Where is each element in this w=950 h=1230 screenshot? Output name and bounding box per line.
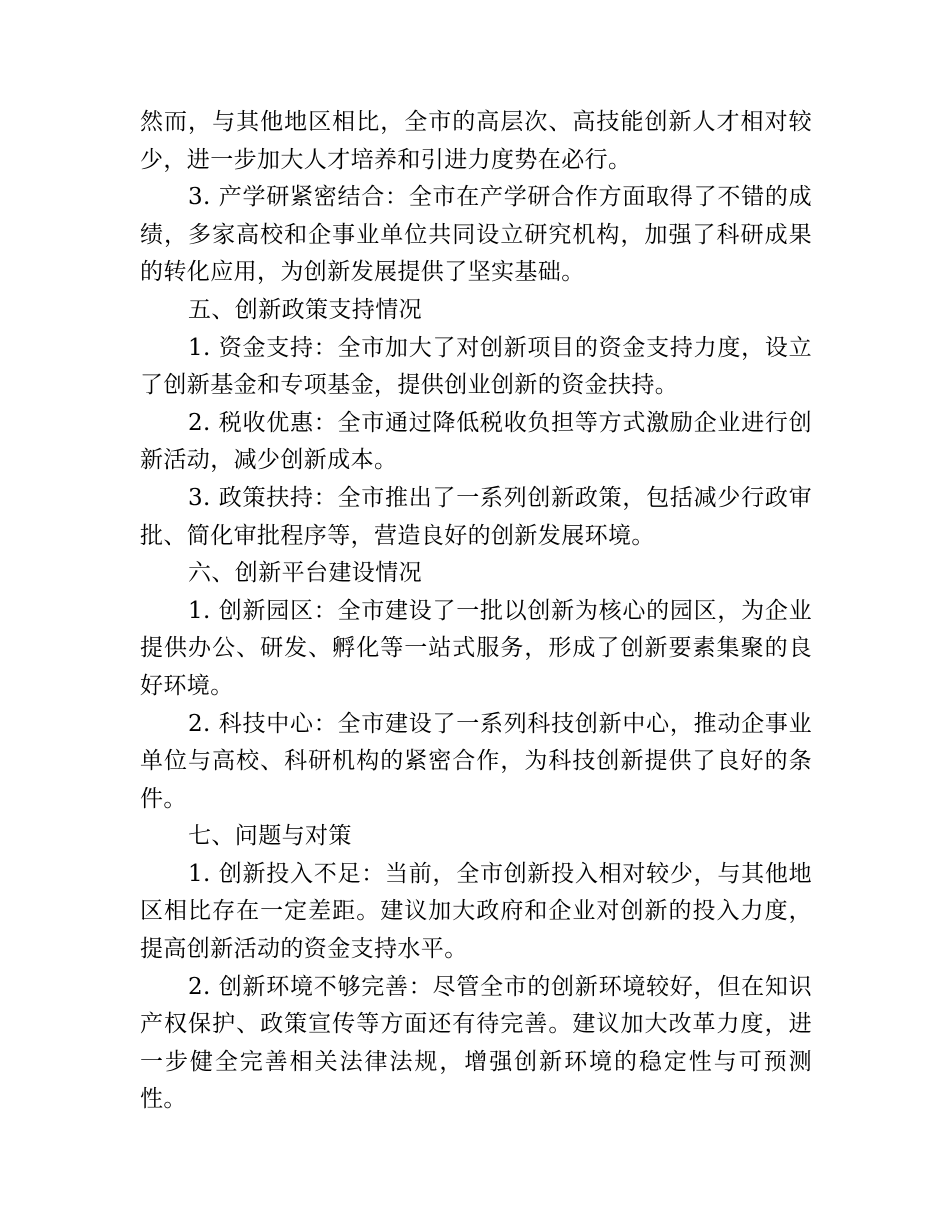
paragraph-imperfect-environment: 2. 创新环境不够完善：尽管全市的创新环境较好，但在知识产权保护、政策宣传等方面还有待完善。建议加大改革力度，进一步健全完善相关法律法规，增强创新环境的稳定性与可预测性。 xyxy=(140,973,812,1113)
paragraph-continued: 然而，与其他地区相比，全市的高层次、高技能创新人才相对较少，进一步加大人才培养和引进力度势在必行。 xyxy=(140,109,812,173)
section-heading-problems-countermeasures: 七、问题与对策 xyxy=(188,823,352,850)
section-heading-platform-construction: 六、创新平台建设情况 xyxy=(188,560,422,587)
paragraph-industry-university-research: 3. 产学研紧密结合：全市在产学研合作方面取得了不错的成绩，多家高校和企事业单位共同设立研究机构，加强了科研成果的转化应用，为创新发展提供了坚实基础。 xyxy=(140,184,812,286)
paragraph-funding-support: 1. 资金支持：全市加大了对创新项目的资金支持力度，设立了创新基金和专项基金，提供创业创新的资金扶持。 xyxy=(140,334,812,399)
paragraph-policy-assistance: 3. 政策扶持：全市推出了一系列创新政策，包括减少行政审批、简化审批程序等，营造良好的创新发展环境。 xyxy=(140,484,812,549)
section-heading-policy-support: 五、创新政策支持情况 xyxy=(188,296,422,323)
paragraph-tax-incentives: 2. 税收优惠：全市通过降低税收负担等方式激励企业进行创新活动，减少创新成本。 xyxy=(140,409,812,474)
paragraph-insufficient-investment: 1. 创新投入不足：当前，全市创新投入相对较少，与其他地区相比存在一定差距。建议加大政府和企业对创新的投入力度，提高创新活动的资金支持水平。 xyxy=(140,860,812,963)
document-page xyxy=(140,104,812,1119)
paragraph-tech-centers: 2. 科技中心：全市建设了一系列科技创新中心，推动企事业单位与高校、科研机构的紧密合作，为科技创新提供了良好的条件。 xyxy=(140,710,812,812)
paragraph-innovation-parks: 1. 创新园区：全市建设了一批以创新为核心的园区，为企业提供办公、研发、孵化等一站式服务，形成了创新要素集聚的良好环境。 xyxy=(140,597,812,699)
